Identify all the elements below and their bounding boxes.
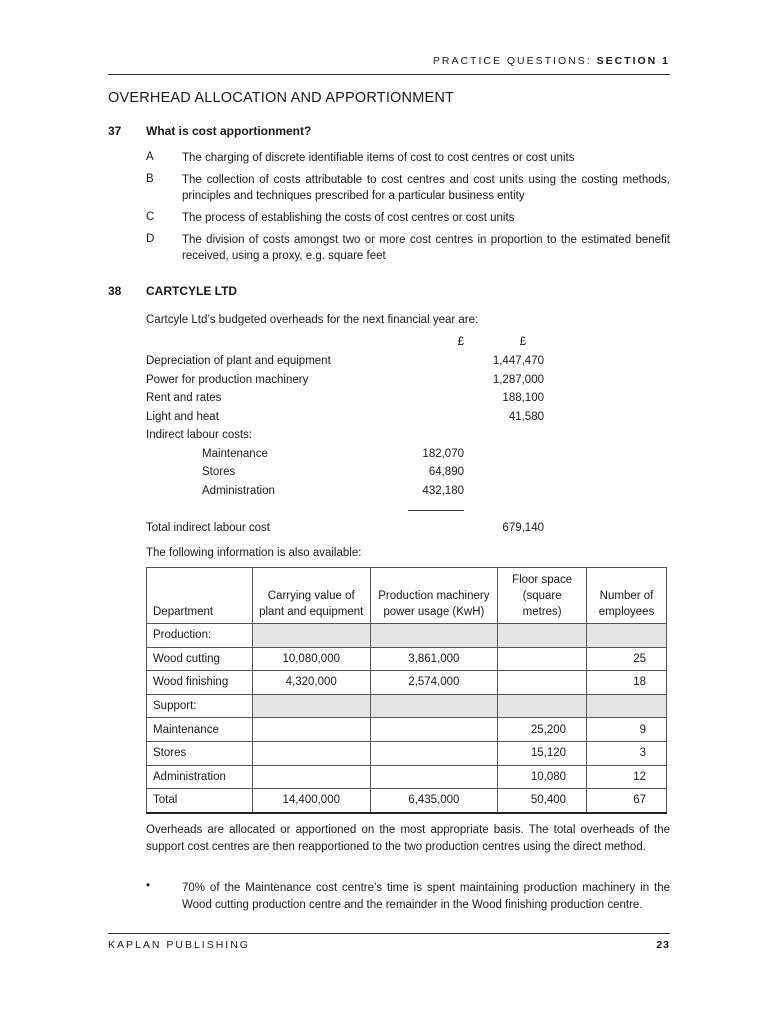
subtotal-rule (408, 510, 464, 511)
option-a-text: The charging of discrete identifiable items of cost to cost centres or cost units (182, 152, 575, 164)
header-power-usage: Production machinery power usage (KwH) (370, 568, 498, 624)
overhead-amount: 1,287,000 (492, 374, 544, 386)
indirect-label: Maintenance (202, 448, 268, 460)
overhead-label: Light and heat (146, 411, 219, 423)
shaded-cell (498, 624, 587, 648)
option-d-letter: D (146, 233, 155, 245)
question-38-title: CARTCYLE LTD (146, 284, 238, 298)
cell-carrying-value (252, 741, 370, 765)
indirect-labour-heading: Indirect labour costs: (146, 429, 253, 441)
bullet-text: 70% of the Maintenance cost centre’s time is spent maintaining production machinery in the Wood cutting production centre and the remainder in the Wood finishing production centre. (182, 882, 670, 911)
cell-employees: 3 (587, 741, 667, 765)
header-prefix: PRACTICE QUESTIONS: (432, 55, 592, 67)
cell-employees: 9 (587, 718, 667, 742)
header-rule (108, 74, 670, 75)
shaded-cell (587, 694, 667, 718)
table-row (147, 741, 667, 765)
cell-carrying-value (252, 718, 370, 742)
cell-floor-space: 15,120 (498, 741, 587, 765)
shaded-cell (370, 624, 498, 648)
running-header (108, 55, 670, 67)
group-label-support: Support: (147, 694, 253, 718)
cell-employees: 18 (587, 671, 667, 695)
overhead-label: Power for production machinery (146, 374, 309, 386)
shaded-cell (370, 694, 498, 718)
option-b-letter: B (146, 173, 154, 185)
table-row (147, 765, 667, 789)
overhead-label: Rent and rates (146, 392, 222, 404)
after-table-paragraph: Overheads are allocated or apportioned on the most appropriate basis. The total overheads of the support cost centres are then reapportioned to the two production centres using the direct method. (146, 824, 670, 853)
question-37-number: 37 (108, 124, 122, 138)
shaded-cell (587, 624, 667, 648)
header-floor-space: Floor space (square metres) (498, 568, 587, 624)
overhead-amount: 188,100 (502, 392, 544, 404)
option-b-text: The collection of costs attributable to cost centres and cost units using the costing methods, principles and techniques prescribed for a particular business entity (182, 174, 670, 202)
footer-publisher: KAPLAN PUBLISHING (108, 939, 250, 951)
total-indirect-amount: 679,140 (502, 522, 544, 534)
cell-power-usage: 3,861,000 (370, 647, 498, 671)
cell-power-usage: 2,574,000 (370, 671, 498, 695)
cell-floor-space (498, 671, 587, 695)
header-carrying-value: Carrying value of plant and equipment (252, 568, 370, 624)
cell-floor-space (498, 647, 587, 671)
page-number: 23 (656, 939, 670, 951)
option-a-letter: A (146, 151, 154, 163)
cell-floor-space: 25,200 (498, 718, 587, 742)
q38-intro: Cartcyle Ltd’s budgeted overheads for the next financial year are: (146, 314, 479, 326)
cell-employees: 12 (587, 765, 667, 789)
total-indirect-label: Total indirect labour cost (146, 522, 271, 534)
cell-department: Administration (147, 765, 253, 789)
table-row (147, 624, 667, 648)
table-row (147, 647, 667, 671)
cell-floor-space: 50,400 (498, 789, 587, 813)
cell-department: Wood finishing (147, 671, 253, 695)
table-row (147, 694, 667, 718)
currency-header-2: £ (519, 336, 526, 348)
cell-department: Stores (147, 741, 253, 765)
group-label-production: Production: (147, 624, 253, 648)
question-38-number: 38 (108, 284, 122, 298)
cell-carrying-value: 14,400,000 (252, 789, 370, 813)
indirect-amount: 182,070 (422, 448, 464, 460)
shaded-cell (252, 624, 370, 648)
footer-rule (108, 933, 670, 934)
cell-carrying-value (252, 765, 370, 789)
option-d-text: The division of costs amongst two or more cost centres in proportion to the estimated benefit received, using a proxy, e.g. square feet (182, 234, 670, 262)
cell-carrying-value: 10,080,000 (252, 647, 370, 671)
header-employees: Number of employees (587, 568, 667, 624)
header-section: SECTION 1 (596, 55, 670, 67)
cell-power-usage: 6,435,000 (370, 789, 498, 813)
header-department: Department (147, 568, 253, 624)
table-header-row (147, 568, 667, 624)
indirect-amount: 432,180 (422, 485, 464, 497)
option-c-text: The process of establishing the costs of cost centres or cost units (182, 212, 515, 224)
cell-carrying-value: 4,320,000 (252, 671, 370, 695)
bullet-icon: • (146, 880, 151, 892)
cell-department: Wood cutting (147, 647, 253, 671)
table-row (147, 671, 667, 695)
overhead-amount: 41,580 (508, 411, 544, 423)
currency-header-1: £ (457, 336, 464, 348)
overhead-label: Depreciation of plant and equipment (146, 355, 331, 367)
indirect-label: Administration (202, 485, 275, 497)
indirect-amount: 64,890 (428, 466, 464, 478)
table-total-row (147, 789, 667, 813)
section-title: OVERHEAD ALLOCATION AND APPORTIONMENT (108, 90, 455, 106)
cell-power-usage (370, 718, 498, 742)
table-row (147, 718, 667, 742)
cell-department: Total (147, 789, 253, 813)
cell-employees: 67 (587, 789, 667, 813)
also-available-text: The following information is also available: (146, 547, 362, 559)
cell-employees: 25 (587, 647, 667, 671)
option-c-letter: C (146, 211, 155, 223)
question-37-title: What is cost apportionment? (146, 124, 312, 138)
cell-power-usage (370, 765, 498, 789)
overhead-amount: 1,447,470 (492, 355, 544, 367)
shaded-cell (252, 694, 370, 718)
shaded-cell (498, 694, 587, 718)
cell-power-usage (370, 741, 498, 765)
department-info-table (146, 567, 667, 814)
cell-department: Maintenance (147, 718, 253, 742)
indirect-label: Stores (202, 466, 236, 478)
cell-floor-space: 10,080 (498, 765, 587, 789)
